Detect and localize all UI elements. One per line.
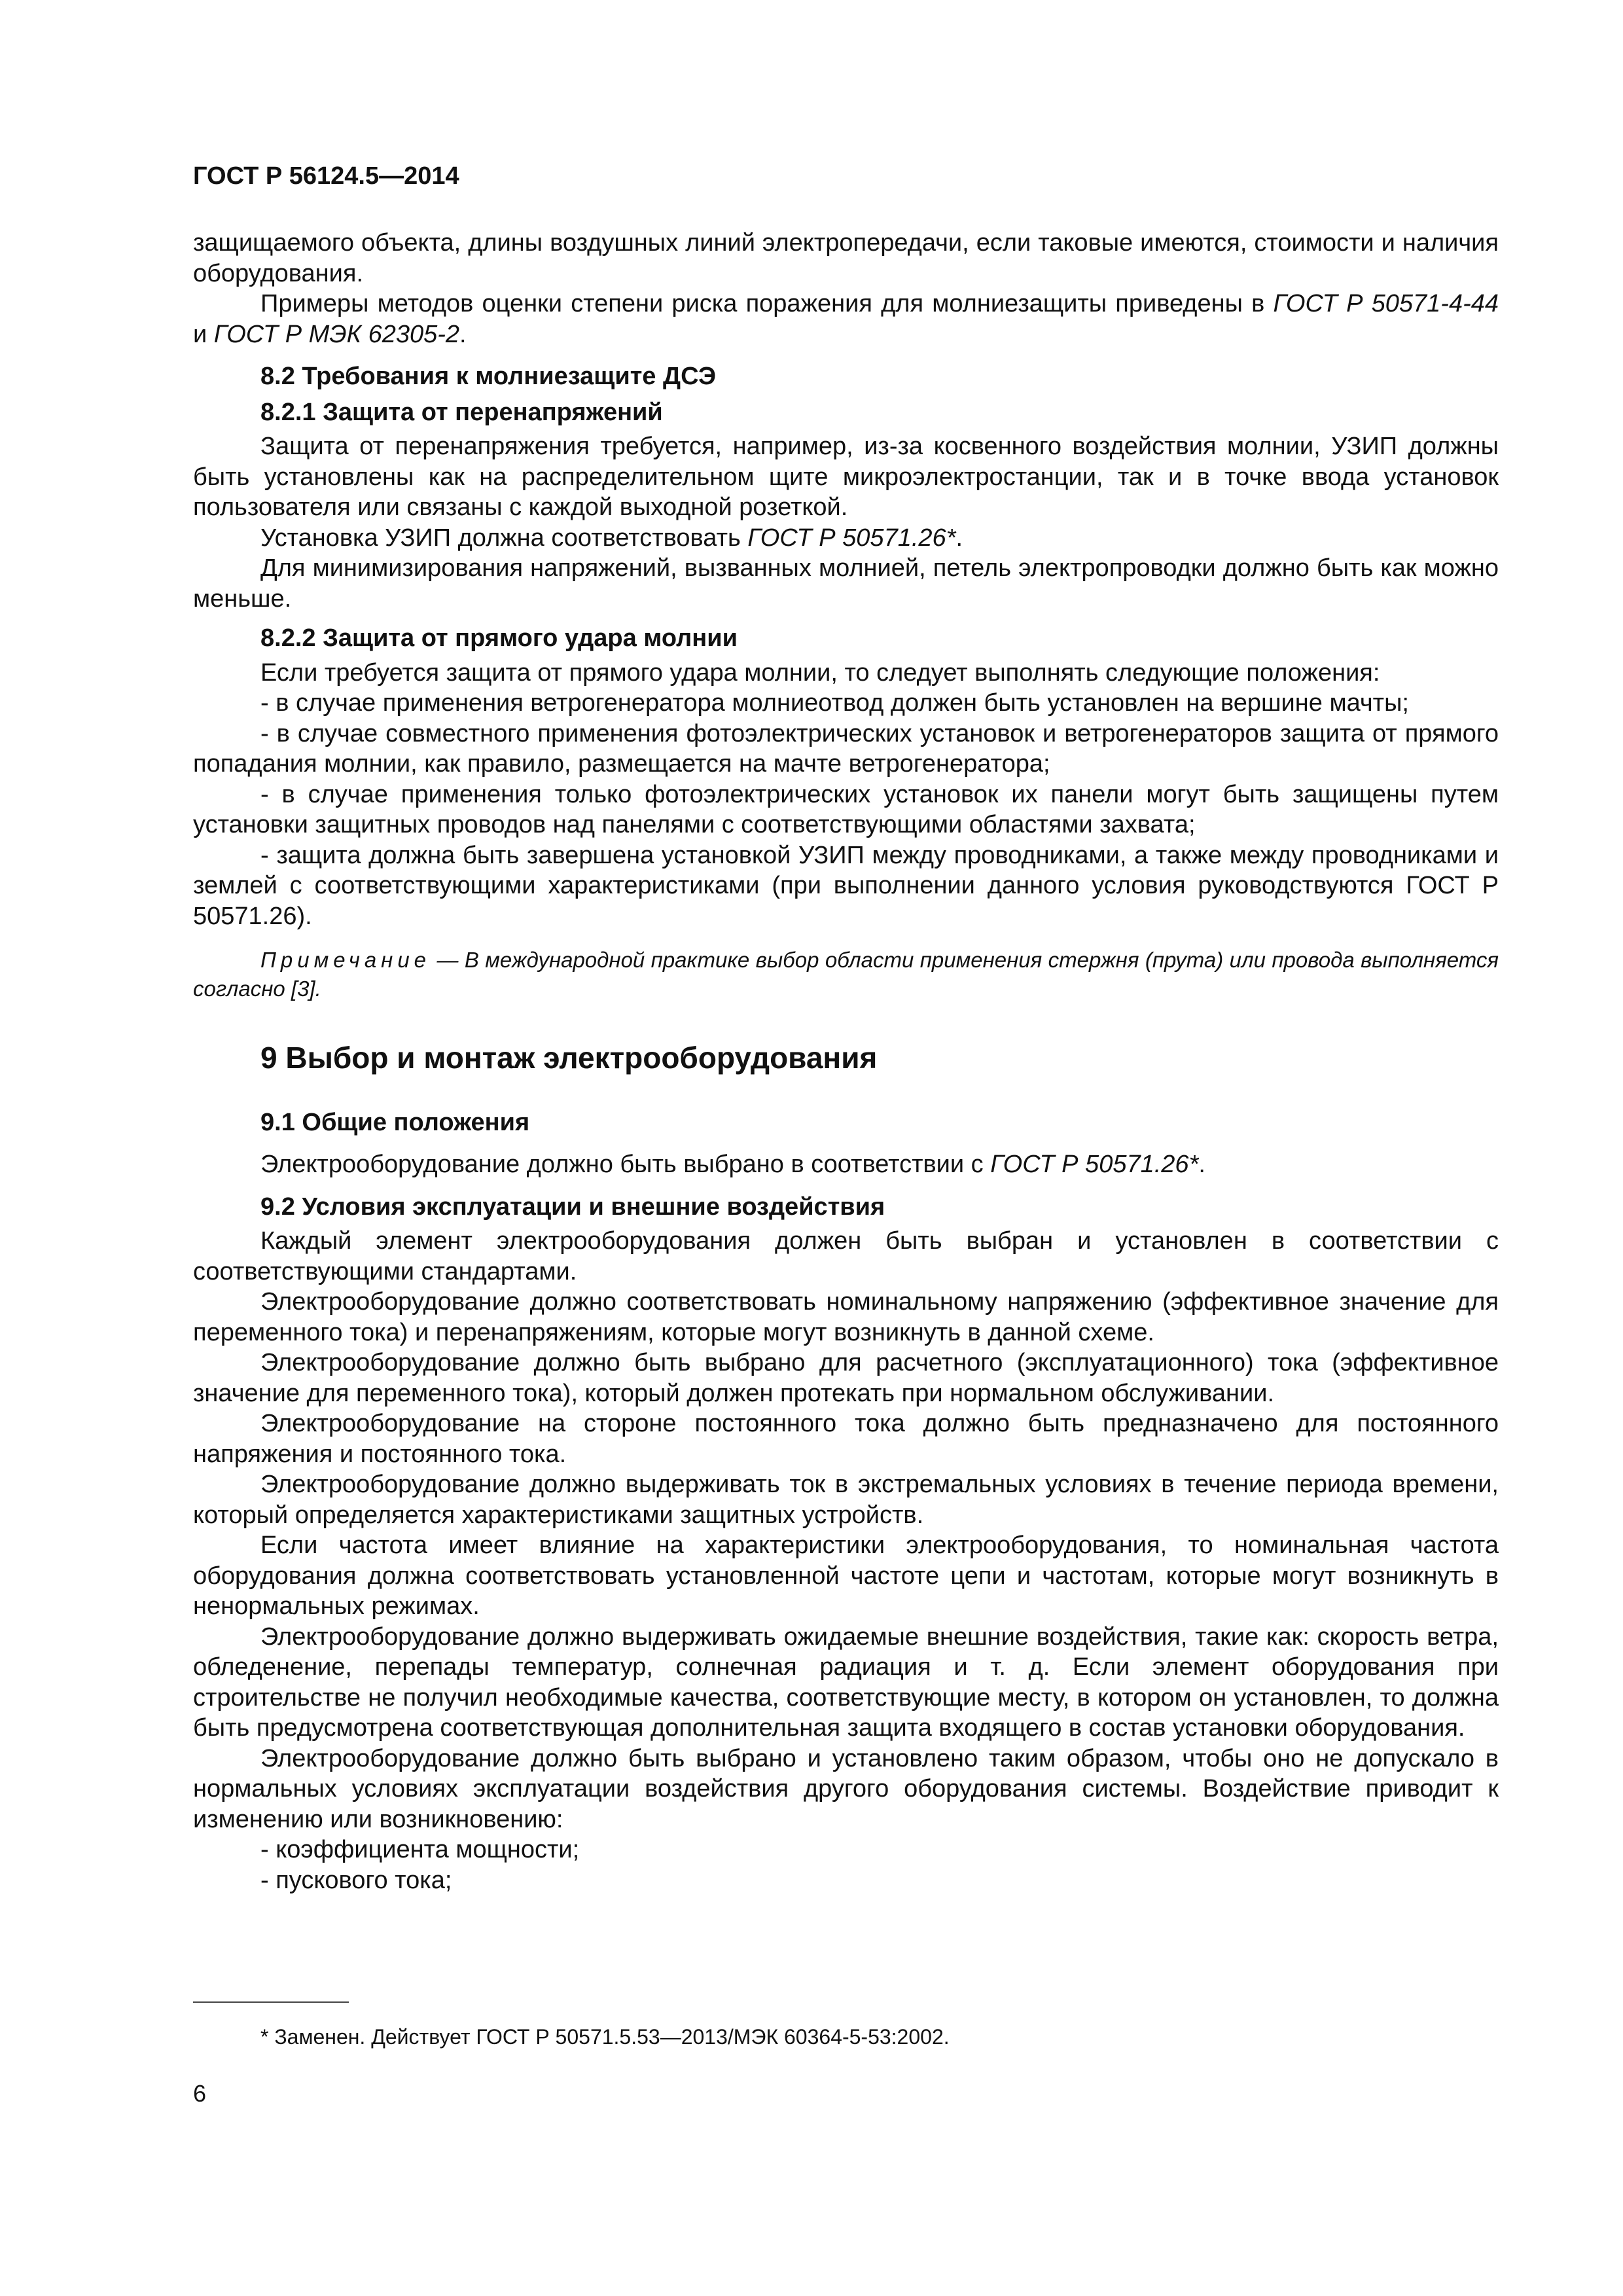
section-heading-8-2: 8.2 Требования к молниезащите ДСЭ	[260, 363, 717, 390]
section-heading-9-2: 9.2 Условия эксплуатации и внешние воздействия	[260, 1193, 885, 1221]
paragraph	[193, 1149, 1499, 1180]
paragraph: Электрооборудование должно выдерживать ожидаемые внешние воздействия, такие как: скорость ветра, обледенение, перепады температур, солнечная радиация и т. д. Если элемент оборудования при строительстве не получил необходимые качества, соответствующие месту, в котором он установлен, то должна быть предусмотрена соответствующая дополнительная защита входящего в состав установки оборудования.	[193, 1623, 1499, 1742]
list-item: - в случае применения только фотоэлектрических установок их панели могут быть защищены путем установки защитных проводов над панелями с соответствующими областями захвата;	[193, 780, 1499, 838]
paragraph: Если требуется защита от прямого удара молнии, то следует выполнять следующие положения:	[260, 658, 1380, 687]
page-number: 6	[193, 2080, 207, 2107]
list-item: - в случае совместного применения фотоэлектрических установок и ветрогенераторов защита от прямого попадания молнии, как правило, размещается на мачте ветрогенератора;	[193, 719, 1499, 778]
section-heading-8-2-1: 8.2.1 Защита от перенапряжений	[260, 398, 663, 426]
list-item: - защита должна быть завершена установкой УЗИП между проводниками, а также между проводниками и землей с соответствующими характеристиками (при выполнении данного условия руководствуются ГОСТ Р 50571.26).	[193, 841, 1499, 930]
standard-reference: ГОСТ Р 50571.26*	[990, 1151, 1199, 1178]
note	[193, 946, 1499, 1003]
paragraph: Электрооборудование должно быть выбрано для расчетного (эксплуатационного) тока (эффективное значение для переменного тока), который должен протекать при нормальном обслуживании.	[193, 1349, 1499, 1407]
paragraph-text: и	[193, 320, 214, 348]
footnote: * Заменен. Действует ГОСТ Р 50571.5.53—2013/МЭК 60364-5-53:2002.	[260, 2025, 950, 2049]
paragraph: Электрооборудование должно соответствовать номинальному напряжению (эффективное значение для переменного тока) и перенапряжениям, которые могут возникнуть в данной схеме.	[193, 1288, 1499, 1346]
standard-reference: ГОСТ Р МЭК 62305-2	[213, 320, 460, 348]
paragraph-text: Установка УЗИП должна соответствовать	[260, 524, 748, 552]
paragraph-text: .	[1198, 1151, 1205, 1178]
paragraph: Электрооборудование на стороне постоянного тока должно быть предназначено для постоянного напряжения и постоянного тока.	[193, 1410, 1499, 1468]
paragraph: защищаемого объекта, длины воздушных линий электропередачи, если таковые имеются, стоимости и наличия оборудования.	[193, 229, 1499, 287]
section-heading-9-1: 9.1 Общие положения	[260, 1108, 530, 1136]
section-heading-9: 9 Выбор и монтаж электрооборудования	[260, 1041, 878, 1075]
standard-reference: ГОСТ Р 50571-4-44	[1273, 290, 1499, 317]
note-label: Примечание	[260, 948, 431, 972]
paragraph: Защита от перенапряжения требуется, например, из-за косвенного воздействия молнии, УЗИП должны быть установлены как на распределительном щите микроэлектростанции, так и в точке ввода установок пользователя или связаны с каждой выходной розеткой.	[193, 433, 1499, 521]
paragraph-text: Примеры методов оценки степени риска поражения для молниезащиты приведены в	[260, 290, 1274, 317]
paragraph	[193, 523, 1499, 554]
paragraph: Электрооборудование должно выдерживать ток в экстремальных условиях в течение периода времени, который определяется характеристиками защитных устройств.	[193, 1471, 1499, 1529]
list-item: - пускового тока;	[260, 1866, 452, 1894]
paragraph-text: .	[955, 524, 963, 552]
document-header: ГОСТ Р 56124.5—2014	[193, 162, 459, 190]
paragraph-text: .	[459, 320, 467, 348]
paragraph: Электрооборудование должно быть выбрано и установлено таким образом, чтобы оно не допускало в нормальных условиях эксплуатации воздействия другого оборудования системы. Воздействие приводит к изменению или возникновению:	[193, 1744, 1499, 1833]
paragraph: Если частота имеет влияние на характеристики электрооборудования, то номинальная частота оборудования должна соответствовать установленной частоте цепи и частотам, которые могут возникнуть в ненормальных режимах.	[193, 1532, 1499, 1620]
list-item: - коэффициента мощности;	[260, 1836, 580, 1863]
list-item: - в случае применения ветрогенератора молниеотвод должен быть установлен на вершине мачты;	[260, 689, 1409, 717]
paragraph: Для минимизирования напряжений, вызванных молнией, петель электропроводки должно быть как можно меньше.	[193, 554, 1499, 613]
note-text: — В международной практике выбор области применения стержня (прута) или провода выполняется согласно [3].	[193, 948, 1499, 1001]
section-heading-8-2-2: 8.2.2 Защита от прямого удара молнии	[260, 624, 738, 652]
page-body	[193, 228, 1499, 1895]
standard-reference: ГОСТ Р 50571.26*	[747, 524, 956, 552]
paragraph: Каждый элемент электрооборудования должен быть выбран и установлен в соответствии с соответствующими стандартами.	[193, 1227, 1499, 1285]
footnote-divider	[193, 2001, 349, 2003]
paragraph	[193, 289, 1499, 350]
paragraph-text: Электрооборудование должно быть выбрано в соответствии с	[260, 1151, 991, 1178]
